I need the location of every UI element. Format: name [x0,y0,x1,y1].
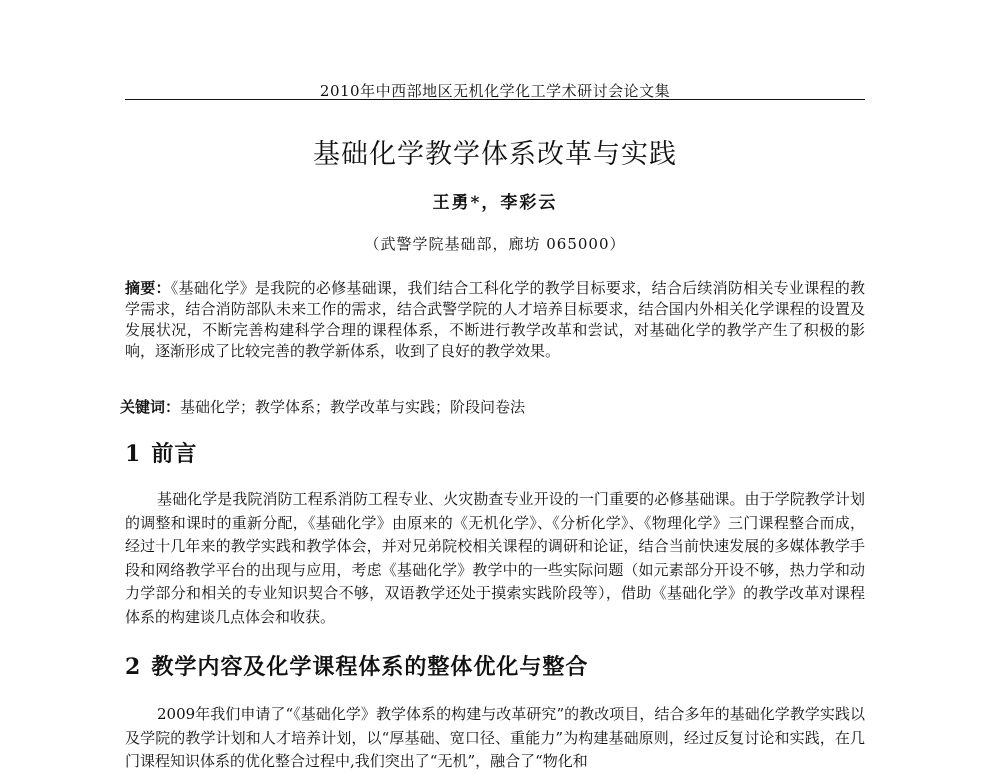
abstract-text: 《基础化学》是我院的必修基础课，我们结合工科化学的教学目标要求，结合后续消防相关专业课程的教学需求，结合消防部队未来工作的需求，结合武警学院的人才培养目标要求，结合国内外相关化学课程的设置及发展状况，不断完善构建科学合理的课程体系，不断进行教学改革和尝试，对基础化学的教学产生了积极的影响，逐渐形成了比较完善的教学新体系，收到了良好的教学效果。 [125,279,865,360]
section-title: 前言 [151,441,198,467]
abstract [125,278,865,362]
section-heading-1 [125,437,865,468]
paper-title: 基础化学教学体系改革与实践 [313,139,677,170]
section-2-paragraph: 2009年我们申请了“《基础化学》教学体系的构建与改革研究”的教改项目，结合多年的基础化学教学实践以及学院的教学计划和人才培养计划，以“厚基础、宽口径、重能力”为构建基础原则，经过反复讨论和实践，在几门课程知识体系的优化整合过程中,我们突出了“无机”，融合了“物化和 [125,705,865,770]
section-number: 2 [125,654,142,680]
section-number: 1 [125,441,142,467]
keywords [120,397,865,418]
section-title: 教学内容及化学课程体系的整体优化与整合 [151,654,589,680]
keywords-text: 基础化学；教学体系；教学改革与实践；阶段问卷法 [180,398,526,416]
header-rule [125,99,865,100]
author-affiliation: （武警学院基础部，廊坊 065000） [364,235,626,253]
keywords-label: 关键词： [120,398,181,416]
section-heading-2 [125,650,865,681]
abstract-label: 摘要： [125,279,171,297]
section-1-paragraph: 基础化学是我院消防工程系消防工程专业、火灾勘查专业开设的一门重要的必修基础课。由于学院教学计划的调整和课时的重新分配，《基础化学》由原来的《无机化学》、《分析化学》、《物理化学》三门课程整合而成，经过十几年来的教学实践和教学体会，并对兄弟院校相关课程的调研和论证，结合当前快速发展的多媒体教学手段和网络教学平台的出现与应用，考虑《基础化学》教学中的一些实际问题（如元素部分开设不够，热力学和动力学部分和相关的专业知识契合不够，双语教学还处于摸索实践阶段等），借助《基础化学》的教学改革对课程体系的构建谈几点体会和收获。 [125,490,865,626]
running-header: 2010年中西部地区无机化学化工学术研讨会论文集 [319,82,671,100]
paper-authors: 王勇*，李彩云 [432,193,558,213]
